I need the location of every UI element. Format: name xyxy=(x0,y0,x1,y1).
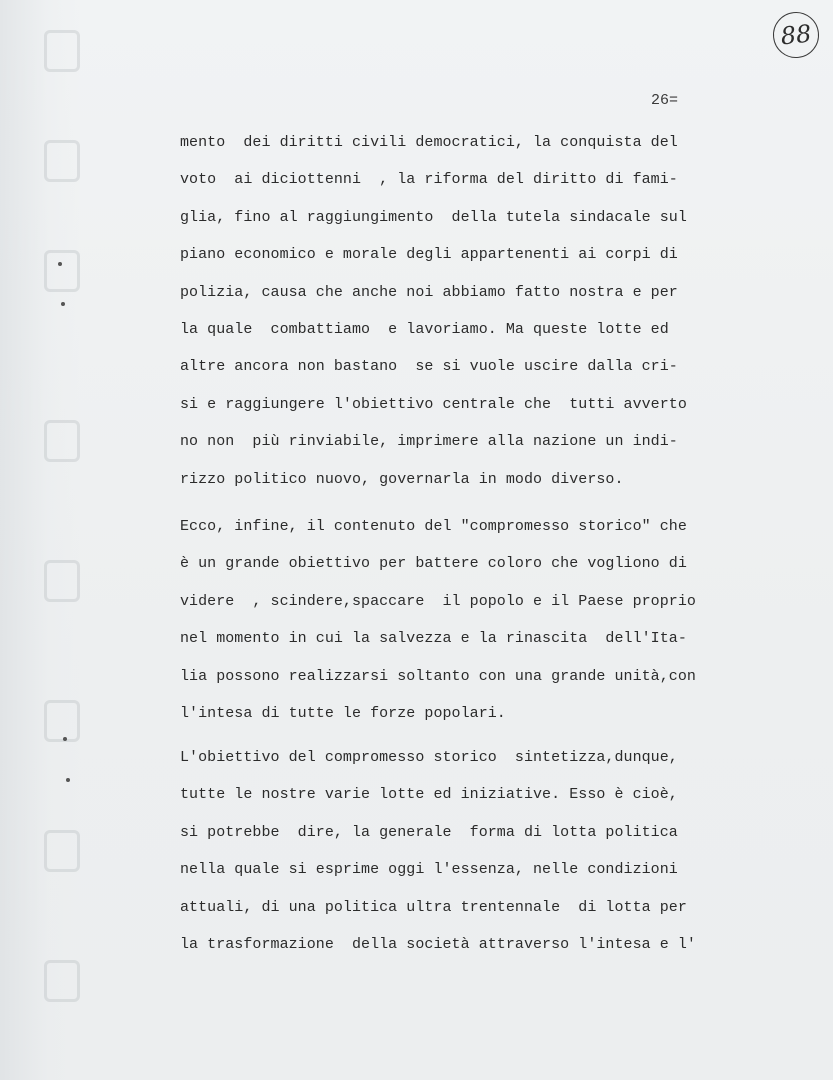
text-line: la quale combattiamo e lavoriamo. Ma queste lotte ed xyxy=(180,320,669,338)
text-line: piano economico e morale degli appartenenti ai corpi di xyxy=(180,246,678,264)
text-line: glia, fino al raggiungimento della tutela sindacale sul xyxy=(180,208,687,226)
text-line: si potrebbe dire, la generale forma di lotta politica xyxy=(180,823,678,841)
text-line: videre , scindere,spaccare il popolo e il Paese proprio xyxy=(180,592,696,610)
text-line: L'obiettivo del compromesso storico sintetizza,dunque, xyxy=(180,749,678,766)
archive-number-stamp: 88 xyxy=(771,10,822,61)
ink-dot xyxy=(61,302,65,306)
text-line: lia possono realizzarsi soltanto con una grande unità,con xyxy=(180,667,696,685)
text-line: è un grande obiettivo per battere coloro che vogliono di xyxy=(180,555,687,573)
bleed-through-mark xyxy=(44,830,80,872)
text-line: attuali, di una politica ultra trentennale di lotta per xyxy=(180,898,687,916)
page-number: 26= xyxy=(651,92,679,109)
text-line: voto ai diciottenni , la riforma del diritto di fami- xyxy=(180,171,678,189)
text-line: Ecco, infine, il contenuto del "compromesso storico" che xyxy=(180,518,687,535)
bleed-through-mark xyxy=(44,250,80,292)
bleed-through-mark xyxy=(44,420,80,462)
text-line: la trasformazione della società attraverso l'intesa e l' xyxy=(180,935,696,953)
text-line: no non più rinviabile, imprimere alla nazione un indi- xyxy=(180,433,678,451)
bleed-through-mark xyxy=(44,560,80,602)
bleed-through-mark xyxy=(44,960,80,1002)
text-line: l'intesa di tutte le forze popolari. xyxy=(180,704,506,722)
text-line: mento dei diritti civili democratici, la conquista del xyxy=(180,134,678,151)
text-line: tutte le nostre varie lotte ed iniziative. Esso è cioè, xyxy=(180,786,678,804)
text-line: nel momento in cui la salvezza e la rinascita dell'Ita- xyxy=(180,630,687,648)
ink-dot xyxy=(66,778,70,782)
bleed-through-mark xyxy=(44,140,80,182)
text-line: altre ancora non bastano se si vuole uscire dalla cri- xyxy=(180,358,678,376)
ink-dot xyxy=(63,737,67,741)
bleed-through-mark xyxy=(44,30,80,72)
binding-shadow xyxy=(0,0,80,1080)
text-line: si e raggiungere l'obiettivo centrale che tutti avverto xyxy=(180,395,687,413)
text-line: rizzo politico nuovo, governarla in modo diverso. xyxy=(180,470,624,488)
paragraph-3 xyxy=(180,739,696,963)
text-line: polizia, causa che anche noi abbiamo fatto nostra e per xyxy=(180,283,678,301)
ink-dot xyxy=(58,262,62,266)
paragraph-1 xyxy=(180,124,687,498)
text-line: nella quale si esprime oggi l'essenza, nelle condizioni xyxy=(180,861,678,879)
bleed-through-mark xyxy=(44,700,80,742)
paragraph-2 xyxy=(180,508,696,732)
